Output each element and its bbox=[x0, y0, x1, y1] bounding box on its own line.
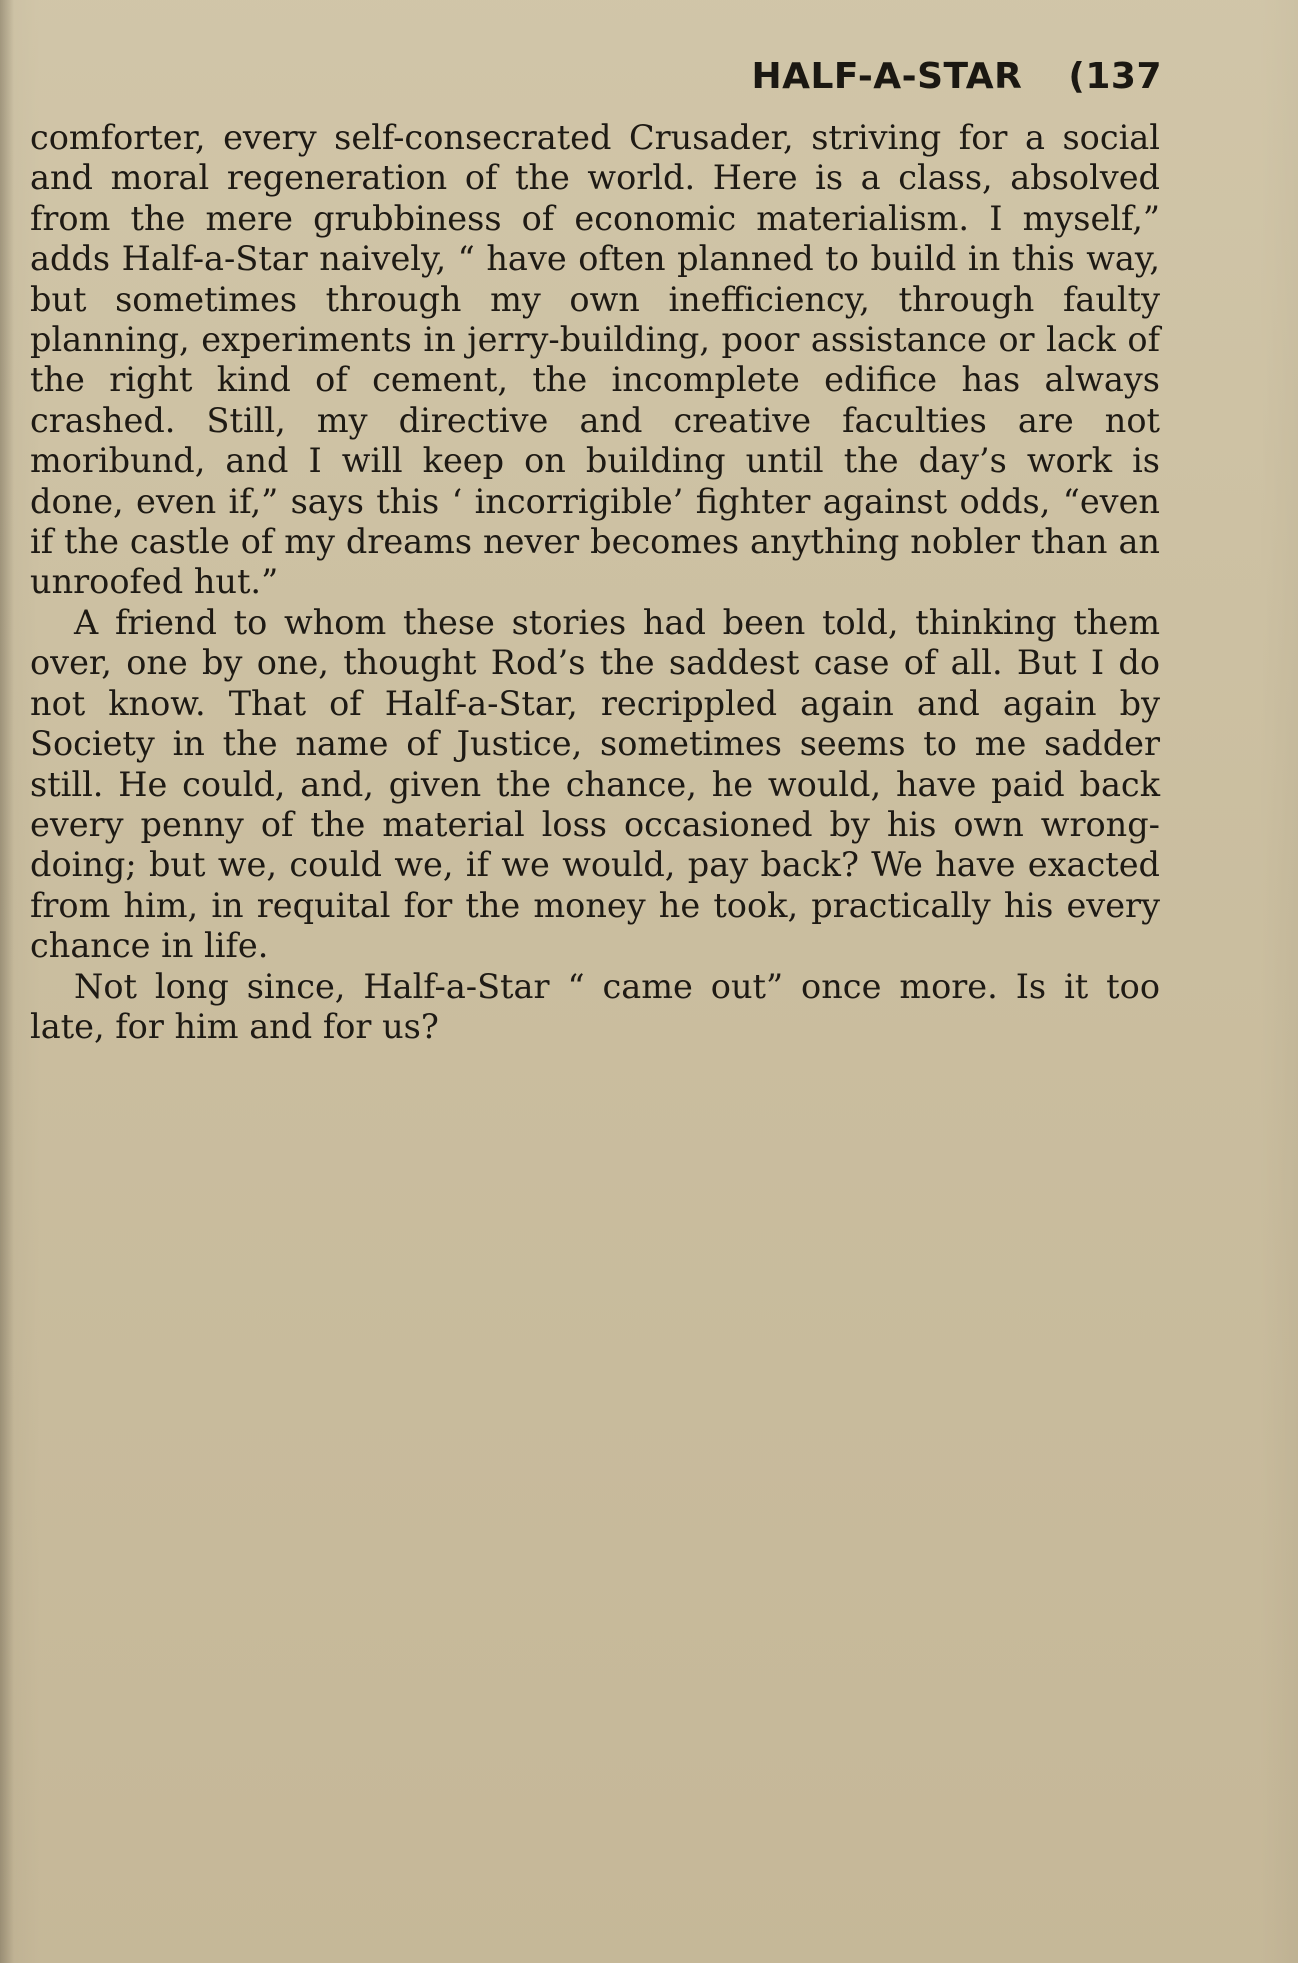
paragraph: A friend to whom these stories had been told, thinking them over, one by one, thought Rod’s the saddest case of all. But I do not know. That of Half-a-Star, recrippled again and again by Society in the name of Justice, sometimes seems to me sadder still. He could, and, given the chance, he would, have paid back every penny of the material loss occasioned by his own wrong-doing; but we, could we, if we would, pay back? We have exacted from him, in requital for the money he took, practically his every chance in life. bbox=[30, 602, 1160, 966]
page-number: (137 bbox=[1068, 56, 1162, 97]
paragraph-continued: comforter, every self-consecrated Crusader, striving for a social and moral regeneration of the world. Here is a class, absolved from the mere grubbiness of economic materialism. I myself,” adds Half-a-Star naively, “ have often planned to build in this way, but sometimes through my own inefficiency, through faulty planning, experiments in jerry-building, poor assistance or lack of the right kind of cement, the incomplete edifice has always crashed. Still, my directive and creative faculties are not moribund, and I will keep on building until the day’s work is done, even if,” says this ‘ incorrigible’ fighter against odds, “even if the castle of my dreams never becomes anything nobler than an unroofed hut.” bbox=[30, 118, 1160, 602]
paragraph-final: Not long since, Half-a-Star “ came out” once more. Is it too late, for him and for us? bbox=[30, 966, 1160, 1046]
running-head bbox=[751, 56, 1162, 97]
body-text bbox=[30, 118, 1160, 1047]
spine-shadow bbox=[0, 0, 14, 1963]
running-title: HALF-A-STAR bbox=[751, 56, 1023, 97]
